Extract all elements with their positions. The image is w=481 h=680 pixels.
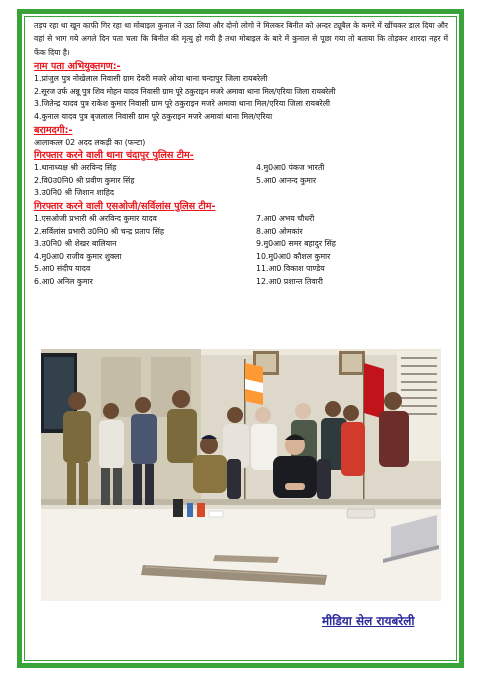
team-member: 5.आ0 आनन्द कुमार [256,175,317,185]
police-team-right [256,162,448,200]
team-member: 3.उ0नि0 श्री जिशान शाहिद [34,188,115,198]
accused-heading: नाम पता अभियुक्तगण:- [34,61,121,73]
police-team-list [34,162,448,200]
sog-team-heading: गिरफ्तार करने वाली एसओजी/सर्विलांस पुलिस टीम- [34,200,216,212]
team-member: 11.आ0 विकाश पाण्डेय [256,264,325,274]
team-member: 4.मु0आ0 राजीव कुमार शुक्ला [34,251,122,261]
team-member: 7.आ0 अभय चौधरी [256,213,315,223]
team-member: 1.थानाध्यक्ष श्री अरविन्द सिंह [34,163,117,173]
press-conference-photo [41,349,441,601]
team-member: 9.मु0आ0 समर बहादुर सिंह [256,239,336,249]
team-member: 12.आ0 प्रशान्त तिवारी [256,276,323,286]
media-cell-footer: मीडिया सेल रायबरेली [322,614,415,628]
sog-team-right [256,213,448,289]
team-member: 3.उ0नि0 श्री शेखर बालियान [34,239,117,249]
accused-item: 2.सूरज उर्फ अन्नू पुत्र शिव मोहन यादव निवासी ग्राम पूरे ठकुराइन मजरे अमावा थाना मिल/एरिया जिला रायबरेली [34,86,336,96]
team-member: 5.आ0 संदीप यादव [34,264,91,274]
team-member: 10.मु0आ0 कौशल कुमार [256,251,331,261]
intro-paragraph: तड़प रहा था खून काफी गिर रहा था मोबाइल कुनाल ने उठा लिया और दोनो लोगो ने मिलकर बिनीत को अन्दर ट्यूबैल के कमरे में खींचकर डाल दिया और वहां से भाग गये अगले दिन पता चला कि बिनीत की मृत्यु हो गयी है तथा मोबाइल के बारे में कुनाल से पूछा गया तो बताया कि तोड़कर शारदा नहर में फेंक दिया है। [34,21,448,57]
team-member: 6.आ0 अनिल कुमार [34,276,93,286]
recovery-heading: बरामदगी:- [34,124,73,136]
team-member: 8.आ0 ओमकांर [256,226,303,236]
team-member: 2.सर्विलांस प्रभारी उ0नि0 श्री चन्द्र प्रताप सिंह [34,226,164,236]
accused-item: 4.कुनाल यादव पुत्र बृजलाल निवासी ग्राम पूरे ठकुराइन मजरे अमावां थाना मिल/एरिया [34,112,273,121]
accused-item: 3.जितेन्द्र यादव पुत्र राकेश कुमार निवासी ग्राम पूरे ठकुराइन मजरे अमावा थाना मिल/एरिया जिला रायबरेली [34,99,331,109]
sog-team-left [34,213,256,289]
police-team-left [34,162,256,200]
team-member: 2.वि0उ0नि0 श्री प्रवीण कुमार सिंह [34,175,135,185]
police-team-heading: गिरफ्तार करने वाली थाना चंदापुर पुलिस टीम- [34,150,194,162]
accused-list [34,73,448,123]
team-member: 4.मु0आ0 पंकज भारती [256,163,325,173]
document-body [34,19,448,289]
recovery-item: आलाकत्ल 02 अदद लकड़ी का (फन्टा) [34,137,146,147]
team-member: 1.एसओजी प्रभारी श्री अरविन्द कुमार यादव [34,213,157,223]
sog-team-list [34,213,448,289]
photo-illustration [41,349,441,601]
accused-item: 1.प्रांजुल पुत्र नोखेलाल निवासी ग्राम देवरी मजरे ओया थाना चन्दापुर जिला रायबरेली [34,74,268,84]
